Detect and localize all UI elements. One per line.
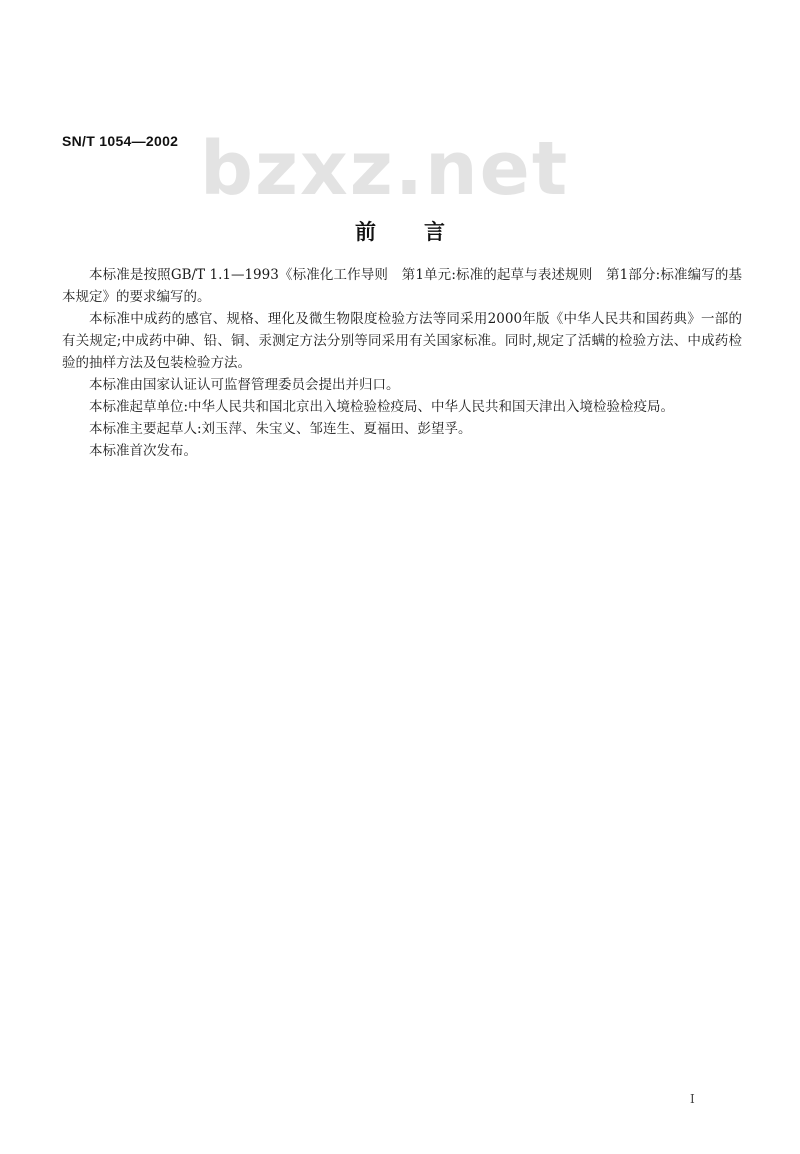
- paragraph-methods: 本标准中成药的感官、规格、理化及微生物限度检验方法等同采用2000年版《中华人民共和国药典》一部的有关规定;中成药中砷、铅、铜、汞测定方法分别等同采用有关国家标准。同时,规定了活螨的检验方法、中成药检验的抽样方法及包装检验方法。: [62, 311, 742, 371]
- body-text: [62, 264, 742, 462]
- standard-code: SN/T 1054—2002: [62, 133, 179, 149]
- paragraph-drafting-rules: 本标准是按照GB/T 1.1—1993《标准化工作导则 第1单元:标准的起草与表述规则 第1部分:标准编写的基本规定》的要求编写的。: [62, 267, 742, 305]
- watermark-logo: bzxz.net: [200, 126, 570, 212]
- paragraph-first-release: 本标准首次发布。: [89, 443, 197, 459]
- page-title: 前言: [355, 220, 493, 244]
- paragraph-drafters: 本标准主要起草人:刘玉萍、朱宝义、邹连生、夏福田、彭望孚。: [89, 421, 472, 437]
- page-number: I: [690, 1092, 695, 1106]
- paragraph-proposer: 本标准由国家认证认可监督管理委员会提出并归口。: [89, 377, 400, 393]
- paragraph-drafting-units: 本标准起草单位:中华人民共和国北京出入境检验检疫局、中华人民共和国天津出入境检验检疫局。: [89, 399, 675, 415]
